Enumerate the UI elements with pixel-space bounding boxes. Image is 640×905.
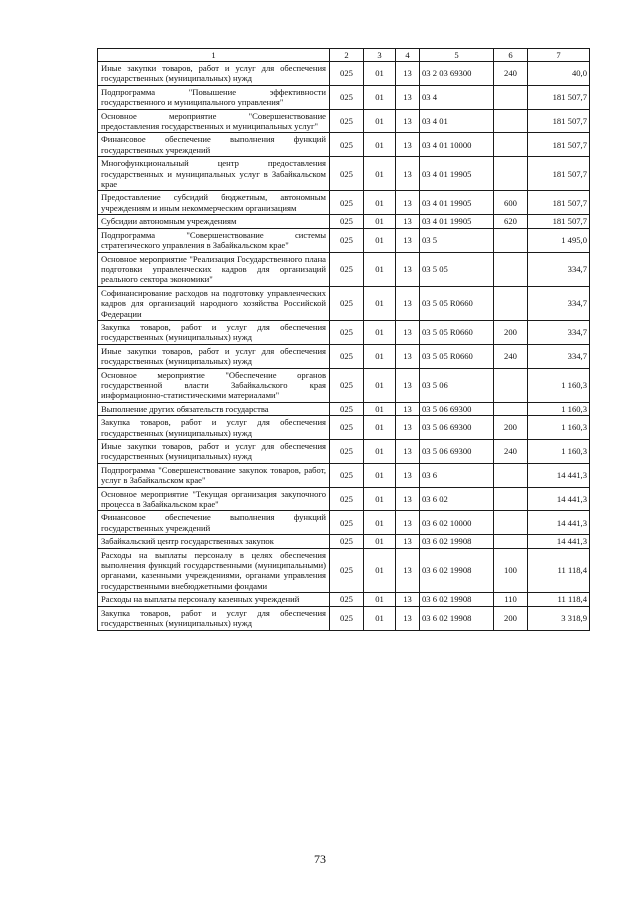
row-col2: 025 <box>330 320 364 344</box>
row-col2: 025 <box>330 228 364 252</box>
row-col2: 025 <box>330 463 364 487</box>
row-col4: 13 <box>396 535 420 548</box>
row-col5: 03 5 05 R0660 <box>420 344 494 368</box>
row-col5: 03 6 02 19908 <box>420 606 494 630</box>
row-col4: 13 <box>396 511 420 535</box>
row-name: Подпрограмма "Совершенствование закупок товаров, работ, услуг в Забайкальском крае" <box>98 463 330 487</box>
row-col3: 01 <box>364 535 396 548</box>
row-col2: 025 <box>330 548 364 593</box>
row-col7: 14 441,3 <box>528 463 590 487</box>
row-col4: 13 <box>396 593 420 606</box>
table-row <box>98 228 590 252</box>
table-row <box>98 402 590 415</box>
header-cell-1: 1 <box>98 49 330 62</box>
table-row <box>98 511 590 535</box>
row-col6: 240 <box>494 344 528 368</box>
table-row <box>98 62 590 86</box>
table-row <box>98 548 590 593</box>
table-row <box>98 593 590 606</box>
row-name: Закупка товаров, работ и услуг для обеспечения государственных (муниципальных) нужд <box>98 416 330 440</box>
row-col3: 01 <box>364 368 396 402</box>
table-row <box>98 109 590 133</box>
row-col2: 025 <box>330 487 364 511</box>
row-col3: 01 <box>364 402 396 415</box>
table-row <box>98 191 590 215</box>
row-col6: 200 <box>494 606 528 630</box>
page-number: 73 <box>314 852 326 866</box>
row-col5: 03 5 05 R0660 <box>420 286 494 320</box>
row-col3: 01 <box>364 62 396 86</box>
row-col4: 13 <box>396 606 420 630</box>
row-col7: 334,7 <box>528 320 590 344</box>
row-col7: 40,0 <box>528 62 590 86</box>
row-col7: 14 441,3 <box>528 535 590 548</box>
row-col4: 13 <box>396 487 420 511</box>
row-col3: 01 <box>364 286 396 320</box>
row-col5: 03 4 01 10000 <box>420 133 494 157</box>
row-col5: 03 6 02 10000 <box>420 511 494 535</box>
table-row <box>98 606 590 630</box>
table-row <box>98 440 590 464</box>
row-col3: 01 <box>364 548 396 593</box>
row-name: Субсидии автономным учреждениям <box>98 215 330 228</box>
row-name: Основное мероприятие "Текущая организация закупочного процесса в Забайкальском крае" <box>98 487 330 511</box>
row-col3: 01 <box>364 463 396 487</box>
row-col7: 14 441,3 <box>528 511 590 535</box>
row-col5: 03 5 05 R0660 <box>420 320 494 344</box>
table-row <box>98 286 590 320</box>
row-col7: 11 118,4 <box>528 548 590 593</box>
row-name: Расходы на выплаты персоналу в целях обеспечения выполнения функций государственными (муниципальными) органами, казенными учреждениями, органами управления государственными внебюджетными фондами <box>98 548 330 593</box>
row-col3: 01 <box>364 215 396 228</box>
table-row <box>98 215 590 228</box>
row-col5: 03 6 02 19908 <box>420 548 494 593</box>
row-name: Расходы на выплаты персоналу казенных учреждений <box>98 593 330 606</box>
row-col7: 14 441,3 <box>528 487 590 511</box>
row-col7: 181 507,7 <box>528 109 590 133</box>
row-col4: 13 <box>396 191 420 215</box>
row-col6 <box>494 109 528 133</box>
table-body <box>98 62 590 631</box>
row-col5: 03 6 <box>420 463 494 487</box>
row-col5: 03 6 02 <box>420 487 494 511</box>
header-cell-6: 6 <box>494 49 528 62</box>
row-col2: 025 <box>330 109 364 133</box>
row-name: Иные закупки товаров, работ и услуг для обеспечения государственных (муниципальных) нужд <box>98 440 330 464</box>
row-col7: 181 507,7 <box>528 215 590 228</box>
row-col5: 03 5 06 69300 <box>420 416 494 440</box>
row-col2: 025 <box>330 402 364 415</box>
row-col6 <box>494 133 528 157</box>
row-col4: 13 <box>396 85 420 109</box>
row-col5: 03 4 01 19905 <box>420 157 494 191</box>
row-col2: 025 <box>330 191 364 215</box>
header-cell-7: 7 <box>528 49 590 62</box>
row-col4: 13 <box>396 286 420 320</box>
table-row <box>98 133 590 157</box>
row-col4: 13 <box>396 215 420 228</box>
row-name: Основное мероприятие "Совершенствование предоставления государственных и муниципальных услуг" <box>98 109 330 133</box>
row-col7: 181 507,7 <box>528 157 590 191</box>
row-col7: 1 495,0 <box>528 228 590 252</box>
row-name: Основное мероприятие "Реализация Государственного плана подготовки управленческих кадров для организаций реального сектора экономики" <box>98 252 330 286</box>
row-col3: 01 <box>364 85 396 109</box>
table-row <box>98 535 590 548</box>
table-row <box>98 368 590 402</box>
row-name: Финансовое обеспечение выполнения функций государственных учреждений <box>98 511 330 535</box>
row-col2: 025 <box>330 416 364 440</box>
row-col6 <box>494 463 528 487</box>
row-col4: 13 <box>396 62 420 86</box>
row-col3: 01 <box>364 320 396 344</box>
row-col7: 1 160,3 <box>528 368 590 402</box>
row-name: Подпрограмма "Совершенствование системы стратегического управления в Забайкальском крае" <box>98 228 330 252</box>
row-col6: 110 <box>494 593 528 606</box>
row-col7: 11 118,4 <box>528 593 590 606</box>
row-col3: 01 <box>364 487 396 511</box>
row-col2: 025 <box>330 85 364 109</box>
row-col4: 13 <box>396 157 420 191</box>
row-name: Софинансирование расходов на подготовку управленческих кадров для организаций народного хозяйства Российской Федерации <box>98 286 330 320</box>
table-row <box>98 344 590 368</box>
row-col4: 13 <box>396 109 420 133</box>
row-col6 <box>494 487 528 511</box>
row-col6 <box>494 228 528 252</box>
row-col2: 025 <box>330 252 364 286</box>
row-name: Закупка товаров, работ и услуг для обеспечения государственных (муниципальных) нужд <box>98 320 330 344</box>
row-col7: 181 507,7 <box>528 85 590 109</box>
row-col5: 03 5 06 <box>420 368 494 402</box>
row-col4: 13 <box>396 228 420 252</box>
row-col3: 01 <box>364 191 396 215</box>
row-col4: 13 <box>396 463 420 487</box>
row-col3: 01 <box>364 416 396 440</box>
row-col2: 025 <box>330 368 364 402</box>
row-col2: 025 <box>330 62 364 86</box>
row-name: Основное мероприятие "Обеспечение органов государственной власти Забайкальского края информационно-статистическими материалами" <box>98 368 330 402</box>
row-col2: 025 <box>330 593 364 606</box>
row-col6 <box>494 511 528 535</box>
row-name: Иные закупки товаров, работ и услуг для обеспечения государственных (муниципальных) нужд <box>98 62 330 86</box>
row-col2: 025 <box>330 133 364 157</box>
row-col2: 025 <box>330 440 364 464</box>
row-name: Подпрограмма "Повышение эффективности государственного и муниципального управления" <box>98 85 330 109</box>
row-col2: 025 <box>330 157 364 191</box>
row-col2: 025 <box>330 606 364 630</box>
row-name: Финансовое обеспечение выполнения функций государственных учреждений <box>98 133 330 157</box>
budget-table <box>97 48 590 631</box>
row-col6 <box>494 157 528 191</box>
row-col5: 03 4 01 <box>420 109 494 133</box>
row-col2: 025 <box>330 286 364 320</box>
row-col6: 100 <box>494 548 528 593</box>
table-row <box>98 487 590 511</box>
row-col6: 200 <box>494 416 528 440</box>
row-col6: 620 <box>494 215 528 228</box>
row-col7: 181 507,7 <box>528 191 590 215</box>
row-col3: 01 <box>364 593 396 606</box>
row-col6 <box>494 368 528 402</box>
row-col6 <box>494 402 528 415</box>
row-col7: 181 507,7 <box>528 133 590 157</box>
row-col5: 03 5 <box>420 228 494 252</box>
row-col7: 334,7 <box>528 344 590 368</box>
header-cell-4: 4 <box>396 49 420 62</box>
row-col5: 03 2 03 69300 <box>420 62 494 86</box>
row-col2: 025 <box>330 511 364 535</box>
row-col6: 240 <box>494 440 528 464</box>
row-col3: 01 <box>364 133 396 157</box>
row-col4: 13 <box>396 344 420 368</box>
header-cell-2: 2 <box>330 49 364 62</box>
row-col5: 03 4 <box>420 85 494 109</box>
row-col5: 03 6 02 19908 <box>420 535 494 548</box>
row-col3: 01 <box>364 440 396 464</box>
row-col5: 03 5 05 <box>420 252 494 286</box>
row-col6: 600 <box>494 191 528 215</box>
table-row <box>98 252 590 286</box>
row-col3: 01 <box>364 606 396 630</box>
header-cell-3: 3 <box>364 49 396 62</box>
header-cell-5: 5 <box>420 49 494 62</box>
row-col5: 03 5 06 69300 <box>420 402 494 415</box>
table-row <box>98 85 590 109</box>
row-name: Многофункциональный центр предоставления государственных и муниципальных услуг в Забайкальском крае <box>98 157 330 191</box>
row-col5: 03 5 06 69300 <box>420 440 494 464</box>
row-name: Иные закупки товаров, работ и услуг для обеспечения государственных (муниципальных) нужд <box>98 344 330 368</box>
row-col4: 13 <box>396 133 420 157</box>
table-row <box>98 320 590 344</box>
row-col6 <box>494 85 528 109</box>
row-col6: 240 <box>494 62 528 86</box>
row-col2: 025 <box>330 535 364 548</box>
row-col7: 1 160,3 <box>528 416 590 440</box>
row-name: Закупка товаров, работ и услуг для обеспечения государственных (муниципальных) нужд <box>98 606 330 630</box>
row-col6 <box>494 252 528 286</box>
row-col4: 13 <box>396 548 420 593</box>
row-col6 <box>494 286 528 320</box>
table-row <box>98 157 590 191</box>
row-col7: 3 318,9 <box>528 606 590 630</box>
row-col3: 01 <box>364 344 396 368</box>
row-col4: 13 <box>396 416 420 440</box>
row-col4: 13 <box>396 402 420 415</box>
row-col5: 03 4 01 19905 <box>420 191 494 215</box>
row-name: Забайкальский центр государственных закупок <box>98 535 330 548</box>
row-col7: 334,7 <box>528 286 590 320</box>
row-col4: 13 <box>396 252 420 286</box>
row-col5: 03 6 02 19908 <box>420 593 494 606</box>
row-col5: 03 4 01 19905 <box>420 215 494 228</box>
row-col4: 13 <box>396 440 420 464</box>
row-col7: 1 160,3 <box>528 440 590 464</box>
row-col4: 13 <box>396 320 420 344</box>
row-col6 <box>494 535 528 548</box>
row-col3: 01 <box>364 109 396 133</box>
row-col2: 025 <box>330 344 364 368</box>
row-name: Выполнение других обязательств государства <box>98 402 330 415</box>
row-col7: 334,7 <box>528 252 590 286</box>
row-name: Предоставление субсидий бюджетным, автономным учреждениям и иным некоммерческим организациям <box>98 191 330 215</box>
row-col2: 025 <box>330 215 364 228</box>
row-col3: 01 <box>364 252 396 286</box>
row-col6: 200 <box>494 320 528 344</box>
row-col4: 13 <box>396 368 420 402</box>
table-row <box>98 463 590 487</box>
row-col3: 01 <box>364 511 396 535</box>
row-col3: 01 <box>364 228 396 252</box>
table-row <box>98 416 590 440</box>
row-col3: 01 <box>364 157 396 191</box>
table-header-row <box>98 49 590 62</box>
row-col7: 1 160,3 <box>528 402 590 415</box>
